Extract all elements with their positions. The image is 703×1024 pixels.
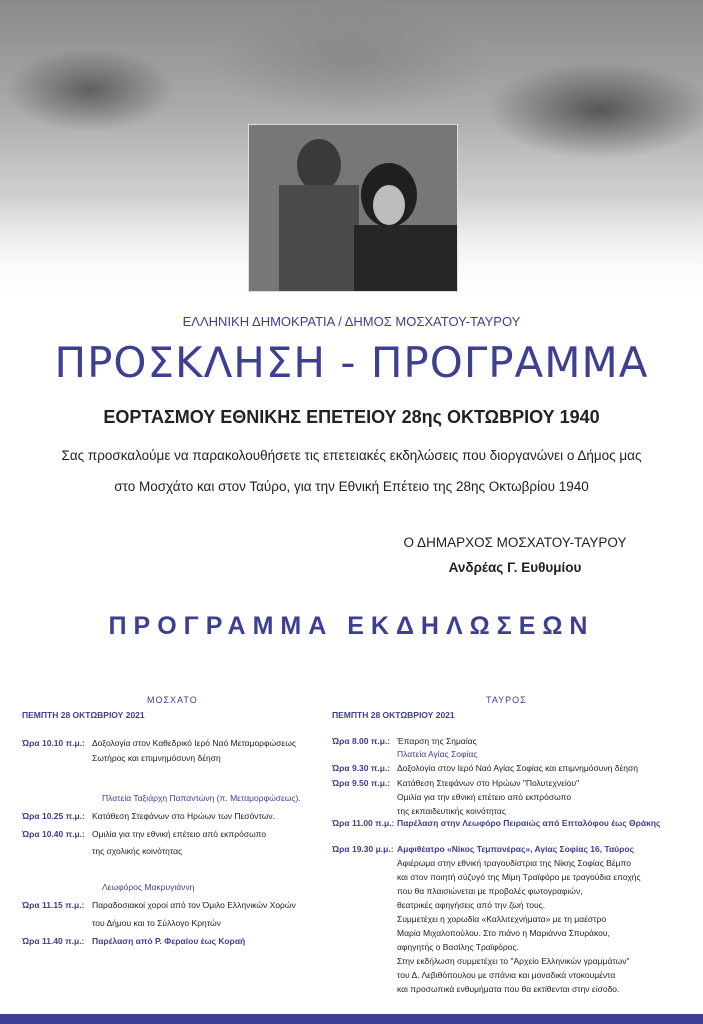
event-text: Αφιέρωμα στην εθνική τραγουδίστρια της Νίκης Σοφίας Βέμπο (397, 858, 631, 868)
event-text: της εκπαιδευτικής κοινότητας (397, 806, 506, 816)
inset-photo (248, 124, 458, 292)
moschato-heading: ΜΟΣΧΑΤΟ (147, 695, 198, 705)
place-heading: Πλατεία Αγίας Σοφίας (397, 749, 478, 759)
event-text: θεατρικές αφηγήσεις από την ζωή τους. (397, 900, 546, 910)
event-time: Ώρα 11.00 π.μ.: (332, 818, 395, 828)
program-title: ΠΡΟΓΡΑΜΜΑ ΕΚΔΗΛΩΣΕΩΝ (108, 612, 595, 640)
subtitle: ΕΛΛΗΝΙΚΗ ΔΗΜΟΚΡΑΤΙΑ / ΔΗΜΟΣ ΜΟΣΧΑΤΟΥ-ΤΑΥΡΟΥ (182, 314, 521, 329)
event-time: Ώρα 11.15 π.μ.: (22, 900, 85, 910)
event-text: και προσωπικά ενθυμήματα που θα εκτίθενται στην είσοδο. (397, 984, 620, 994)
event-text: του Δήμου και το Σύλλογο Κρητών (92, 918, 221, 928)
place-heading: Πλατεία Ταξιάρχη Παπαντώνη (π. Μεταμορφώσεως). (102, 793, 301, 803)
event-time: Ώρα 10.40 π.μ.: (22, 829, 85, 839)
event-text: Κατάθεση Στεφάνων στο Ηρώων των Πεσόντων. (92, 811, 275, 821)
event-text: Συμμετέχει η χορωδία «Καλλιτεχνήματα» με τη μαέστρο (397, 914, 607, 924)
tavros-heading: ΤΑΥΡΟΣ (486, 695, 527, 705)
event-time: Ώρα 10.25 π.μ.: (22, 811, 85, 821)
event-text: της σχολικής κοινότητας (92, 846, 183, 856)
event-text: Κατάθεση Στεφάνων στο Ηρώων "Πολυτεχνείου" (397, 778, 580, 788)
event-text: Στην εκδήλωση συμμετέχει το "Αρχείο Ελληνικών γραμμάτων" (397, 956, 630, 966)
event-text: Παρέλαση στην Λεωφόρο Πειραιώς από Επταλόφου έως Θράκης (397, 818, 661, 828)
event-text: Μαρία Μιχαλοπούλου. Στο πιάνο η Μαριάννα Σπυράκου, (397, 928, 610, 938)
event-time: Ώρα 10.10 π.μ.: (22, 738, 85, 748)
event-text: Δοξολογία στον Ιερό Ναό Αγίας Σοφίας και επιμνημόσυνη δέηση (397, 763, 638, 773)
event-time: Ώρα 8.00 π.μ.: (332, 736, 391, 746)
event-text: Ομιλία για την εθνική επέτειο από εκπρόσωπο (397, 792, 572, 802)
event-time: Ώρα 11.40 π.μ.: (22, 936, 85, 946)
footer-bar (0, 1014, 703, 1024)
event-text: Δοξολογία στον Καθεδρικό Ιερό Ναό Μεταμορφώσεως (92, 738, 296, 748)
invitation-line-1: Σας προσκαλούμε να παρακολουθήσετε τις επετειακές εκδηλώσεις που διοργανώνει ο Δήμος μας (61, 448, 642, 463)
event-text: Παραδοσιακοί χοροί από τον Όμιλο Ελληνικών Χορών (92, 900, 296, 910)
mayor-role: Ο ΔΗΜΑΡΧΟΣ ΜΟΣΧΑΤΟΥ-ΤΑΥΡΟΥ (403, 535, 627, 550)
event-text: και στον ποιητή σύζυγό της Μίμη Τραϊφόρο με τραγούδια εποχής (397, 872, 641, 882)
event-text: του Δ. Λεβιθόπουλου με σπάνια και μοναδικά ντοκουμέντα (397, 970, 616, 980)
event-text: Έπαρση της Σημαίας (397, 736, 477, 746)
event-title: ΕΟΡΤΑΣΜΟΥ ΕΘΝΙΚΗΣ ΕΠΕΤΕΙΟΥ 28ης ΟΚΤΩΒΡΙΟΥ 1940 (103, 407, 600, 427)
place-heading: Λεωφόρος Μακρυγιάννη (102, 882, 195, 892)
event-text: Ομιλία για την εθνική επέτειο από εκπρόσωπο (92, 829, 267, 839)
tavros-schedule (332, 734, 692, 994)
event-time: Ώρα 9.50 π.μ.: (332, 778, 391, 788)
moschato-date: ΠΕΜΠΤΗ 28 ΟΚΤΩΒΡΙΟΥ 2021 (22, 710, 145, 720)
page-title: ΠΡΟΣΚΛΗΣΗ - ΠΡΟΓΡΑΜΜΑ (54, 338, 649, 387)
mayor-name: Ανδρέας Γ. Ευθυμίου (448, 560, 582, 575)
event-time: Ώρα 9.30 π.μ.: (332, 763, 391, 773)
event-text: αφηγητής ο Βασίλης Τραϊφόρος. (397, 942, 519, 952)
event-text: που θα πλαισιώνεται με προβολές φωτογραφιών, (397, 886, 583, 896)
event-text: Παρέλαση από Ρ. Φεραίου έως Κοραή (92, 936, 246, 946)
event-text: Σωτήρος και επιμνημόσυνη δέηση (92, 753, 221, 763)
tavros-date: ΠΕΜΠΤΗ 28 ΟΚΤΩΒΡΙΟΥ 2021 (332, 710, 455, 720)
invitation-line-2: στο Μοσχάτο και στον Ταύρο, για την Εθνική Επέτειο της 28ης Οκτωβρίου 1940 (114, 479, 589, 494)
event-text: Αμφιθέατρο «Νίκος Τεμπονέρας», Αγίας Σοφίας 16, Ταύρος (397, 844, 635, 854)
event-time: Ώρα 19.30 μ.μ.: (332, 844, 394, 854)
moschato-schedule (22, 736, 342, 956)
